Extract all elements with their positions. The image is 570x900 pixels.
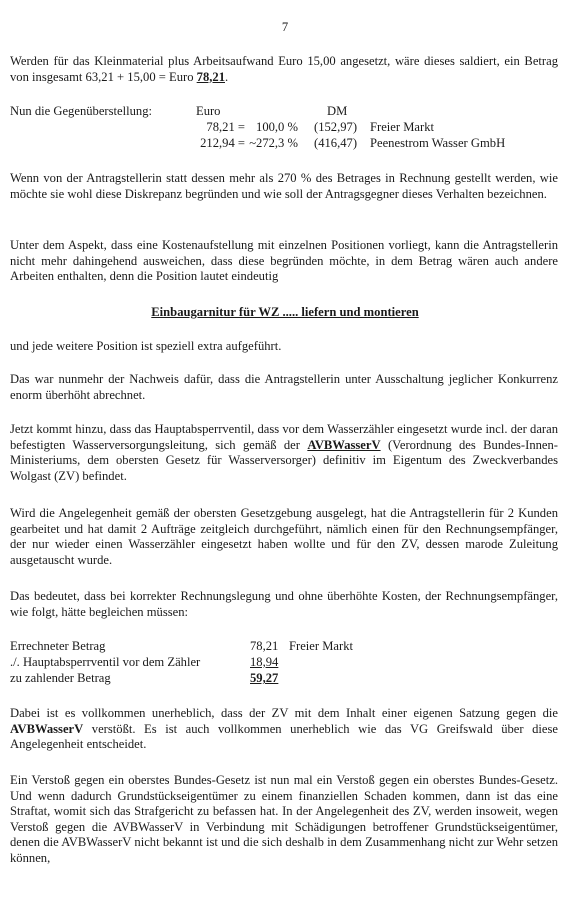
regulation-name: AVBWasserV (307, 437, 381, 452)
comparison-name: Freier Markt (370, 120, 434, 134)
total-amount: 78,21 (196, 69, 225, 84)
paragraph-irrelevant (10, 706, 558, 753)
comparison-dm-value: (416,47) (314, 136, 358, 150)
paragraph-text: Dabei ist es vollkommen unerheblich, dass der ZV mit dem Inhalt einer eigenen Satzung gegen die (10, 706, 558, 720)
paragraph-two-customers: Wird die Angelegenheit gemäß der obersten Gesetzgebung ausgelegt, hat die Antragstellerin für 2 Kunden gearbeitet und hat damit 2 Aufträge zeitgleich durchgeführt, nämlich einen für den Rechnungsempfänger, der nur wieder einen Wasserzähler eingesetzt haben wollte und für den ZV, dessen marode Zuleitung ausgetauscht wurde. (10, 506, 558, 567)
calc-total: 59,27 (250, 671, 279, 685)
column-euro-header: Euro (196, 104, 221, 118)
paragraph-text: verstößt. Es ist auch vollkommen unerheblich wie das VG Greifswald über diese Angelegenheit entscheidet. (10, 721, 558, 751)
position-heading: Einbaugarnitur für WZ ..... liefern und montieren (151, 305, 419, 319)
calc-label: ./. Hauptabsperrventil vor dem Zähler (10, 655, 201, 669)
comparison-percent: ~272,3 % (249, 136, 298, 150)
column-dm-header: DM (327, 104, 348, 118)
paragraph-positions: und jede weitere Position ist speziell extra aufgeführt. (10, 339, 282, 353)
comparison-percent: 100,0 % (256, 120, 298, 134)
calc-value: 18,94 (250, 655, 279, 669)
paragraph-material-cost (10, 54, 558, 85)
regulation-name: AVBWasserV (10, 721, 84, 736)
paragraph-federal-law: Ein Verstoß gegen ein oberstes Bundes-Gesetz ist nun mal ein Verstoß gegen ein oberstes Bundes-Gesetz. Und wenn dadurch Grundstückseigentümer zu einem finanziellen Schaden kommen, dann ist das eine Straftat, womit sich das Strafgericht zu befassen hat. In der Angelegenheit des ZV, werden insoweit, wegen Verstoß gegen die AVBWasserV in Verbindung mit Schädigungen betroffener Grundstückseigentümer, denen die AVBWasserV nicht bekannt ist und die sich deshalb in dem Zusammenhang nicht zur Wehr setzen können, (10, 773, 558, 865)
calc-label: zu zahlender Betrag (10, 671, 111, 685)
page-number: 7 (281, 20, 289, 34)
comparison-label: Nun die Gegenüberstellung: (10, 104, 152, 118)
paragraph-text: (Verordnung des Bundes-Innen-Ministeriums, dem obersten Gesetz für Wasserversorger) definitiv im Eigentum des Zweckverbandes Wolgast (ZV) befindet. (10, 437, 558, 483)
calc-note: Freier Markt (289, 639, 353, 653)
paragraph-end: . (225, 69, 229, 84)
comparison-dm-value: (152,97) (314, 120, 358, 134)
calc-value: 78,21 (250, 639, 279, 653)
calc-label: Errechneter Betrag (10, 639, 106, 653)
paragraph-correct-billing: Das bedeutet, dass bei korrekter Rechnungslegung und ohne überhöhte Kosten, der Rechnungsempfänger, wie folgt, hätte begleichen müssen: (10, 589, 558, 619)
paragraph-cost-listing: Unter dem Aspekt, dass eine Kostenaufstellung mit einzelnen Positionen vorliegt, kann die Antragstellerin nicht mehr dahingehend ausweichen, dass diese begründen möchte, in dem Betrag wären auch andere Arbeiten enthalten, denn die Position lautet eindeutig (10, 238, 558, 283)
paragraph-discrepancy: Wenn von der Antragstellerin statt dessen mehr als 270 % des Betrages in Rechnung gestellt werden, wie möchte sie wohl diese Diskrepanz begründen und wie soll der Antragsgegner dieses Verhalten bezeichnen. (10, 171, 558, 201)
paragraph-text: Jetzt kommt hinzu, dass das Hauptabsperrventil, dass vor dem Wasserzähler eingesetzt wurde incl. der daran befestigten Wasserversorgungsleitung, sich gemäß der (10, 422, 558, 452)
paragraph-proof: Das war nunmehr der Nachweis dafür, dass die Antragstellerin unter Ausschaltung jeglicher Konkurrenz enorm überhöht abrechnet. (10, 372, 558, 402)
paragraph-text: Werden für das Kleinmaterial plus Arbeitsaufwand Euro 15,00 angesetzt, wäre dieses saldiert, ein Betrag von insgesamt 63,21 + 15,00 = Euro (10, 54, 558, 84)
comparison-euro-value: 78,21 = (206, 120, 245, 134)
comparison-name: Peenestrom Wasser GmbH (370, 136, 506, 150)
paragraph-main-valve (10, 422, 558, 484)
comparison-euro-value: 212,94 = (200, 136, 245, 150)
